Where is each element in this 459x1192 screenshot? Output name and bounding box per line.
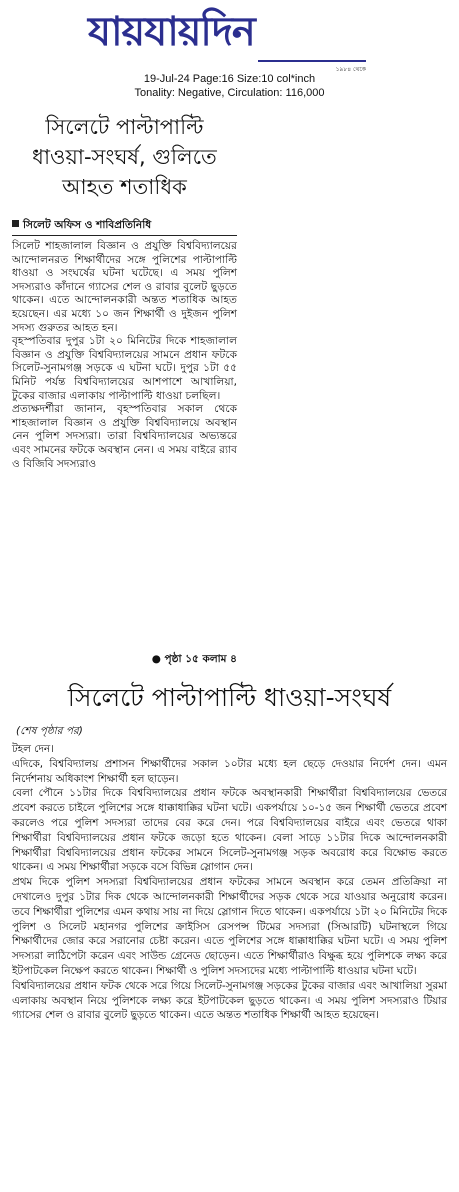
- article-body: [12, 240, 237, 471]
- newspaper-logo: যায়যায়দিন: [88, 9, 255, 55]
- continuation-body: [12, 742, 447, 1023]
- article-paragraph: প্রথম দিকে পুলিশ সদস্যরা বিশ্ববিদ্যালয়ের প্রধান ফটকের সামনে অবস্থান করে তেমন প্রতিক্রিয়া না দেখালেও দুপুর ১টার দিক থেকে আন্দোলনকারী শিক্ষার্থীদের সড়ক থেকে সরে যাওয়ার অনুরোধ করেন। তবে শিক্ষার্থীরা পুলিশের এমন কথায় সায় না দিয়ে স্লোগান দিতে থাকেন। একপর্যায়ে ১টা ২০ মিনিটের দিকে পুলিশ ও সিলেট মহানগর পুলিশের ক্রাইসিস রেসপন্স টিমের সদস্যরা (সিআরটি) ঘটনাস্থলে গিয়ে শিক্ষার্থীদের জোর করে সরানোর চেষ্টা করেন। এতে পুলিশের সঙ্গে ধাক্কাধাক্কির ঘটনা ঘটে। এ সময় পুলিশ সদস্যরা লাঠিপেটা করেন এবং সাউন্ড গ্রেনেড ছোড়েন। এতে শিক্ষার্থীরাও বিক্ষুব্ধ হয়ে পুলিশকে লক্ষ্য করে ইটপাটকেল নিক্ষেপ করতে থাকেন। শিক্ষার্থী ও পুলিশ সদস্যদের মধ্যে পাল্টাপাল্টি ধাওয়ার ঘটনা ঘটে।: [12, 876, 447, 977]
- byline-text: সিলেট অফিস ও শাবিপ্রতিনিধি: [23, 219, 152, 231]
- clipping-meta-date-size: 19-Jul-24 Page:16 Size:10 col*inch: [143, 73, 316, 85]
- article-paragraph: প্রত্যক্ষদর্শীরা জানান, বৃহস্পতিবার সকাল থেকে শাহজালাল বিজ্ঞান ও প্রযুক্তি বিশ্ববিদ্যালয়ে অবস্থান নেন পুলিশ সদস্যরা। তারা বিশ্ববিদ্যালয়ের অভ্যন্তরে এবং সামনের ফটকে অবস্থান নেন। এ সময় বাইরে র‌্যাব ও বিজিবি সদস্যরাও: [12, 403, 237, 470]
- headline-line: আহত শতাধিক: [62, 175, 187, 199]
- continued-from-note: (শেষ পৃষ্ঠার পর): [16, 725, 83, 737]
- byline-divider: [12, 235, 237, 236]
- article-paragraph: বিশ্ববিদ্যালয়ের প্রধান ফটক থেকে সরে গিয়ে সিলেট-সুনামগঞ্জ সড়কের টুকের বাজার এবং আখালিয়া সুরমা এলাকায় অবস্থান নিয়ে পুলিশকে লক্ষ্য করে ইটপাটকেল ছুড়তে থাকেন। এ সময় পুলিশ সদস্যরাও টিয়ার গ্যাসের শেল ও রাবার বুলেট ছুড়তে থাকেন। এতে অন্তত শতাধিক শিক্ষার্থী আহত হয়েছেন।: [12, 979, 447, 1022]
- newspaper-masthead: [88, 6, 370, 73]
- logo-underline: [258, 60, 366, 62]
- article-paragraph: সিলেট শাহজালাল বিজ্ঞান ও প্রযুক্তি বিশ্ববিদ্যালয়ের আন্দোলনরত শিক্ষার্থীদের সঙ্গে পুলিশের পাল্টাপাল্টি ধাওয়া ও সংঘর্ষের ঘটনা ঘটেছে। এ সময় পুলিশ সদস্যরাও কাঁদানে গ্যাসের শেল ও রাবার বুলেট ছুড়তে থাকেন। এতে আন্দোলনকারী অন্তত শতাধিক আহত হয়েছেন। এর মধ্যে ১০ জন শিক্ষার্থী ও দুইজন পুলিশ সদস্য গুরুতর আহত হন।: [12, 240, 237, 334]
- clipping-meta-tonality: Tonality: Negative, Circulation: 116,000: [134, 87, 325, 99]
- article-headline: [12, 112, 237, 202]
- headline-line: ধাওয়া-সংঘর্ষ, গুলিতে: [32, 145, 217, 169]
- square-bullet-icon: [12, 220, 19, 227]
- article-paragraph: টহল দেন।: [12, 743, 54, 755]
- continued-on-note: ● পৃষ্ঠা ১৫ কলাম ৪: [151, 653, 237, 665]
- article-paragraph: বৃহস্পতিবার দুপুর ১টা ২০ মিনিটের দিকে শাহজালাল বিজ্ঞান ও প্রযুক্তি বিশ্ববিদ্যালয়ের সামনে প্রধান ফটকে সিলেট-সুনামগঞ্জ সড়কে এ ঘটনা ঘটে। দুপুর ১টা ৫৫ মিনিট পর্যন্ত বিশ্ববিদ্যালয়ের আশপাশে আখালিয়া, টুকের বাজার এলাকায় পাল্টাপাল্টি ধাওয়া চলছিল।: [12, 335, 237, 402]
- article-paragraph: এদিকে, বিশ্ববিদ্যালয় প্রশাসন শিক্ষার্থীদের সকাল ১০টার মধ্যে হল ছেড়ে দেওয়ার নির্দেশ দেন। এমন নির্দেশনায় অধিকাংশ শিক্ষার্থী হল ছাড়েন।: [12, 757, 447, 785]
- article-clipping-front: [12, 108, 237, 670]
- continuation-headline: সিলেটে পাল্টাপাল্টি ধাওয়া-সংঘর্ষ: [67, 683, 392, 712]
- article-byline: [12, 218, 237, 233]
- logo-since-text: ১৯৮৪ থেকে: [335, 66, 366, 73]
- headline-line: সিলেটে পাল্টাপাল্টি: [45, 115, 204, 139]
- article-clipping-continuation: [12, 680, 447, 1185]
- article-paragraph: বেলা পৌনে ১১টার দিকে বিশ্ববিদ্যালয়ের প্রধান ফটকে অবস্থানকারী শিক্ষার্থীরা বিশ্ববিদ্যালয়ের ভেতরে প্রবেশ করতে চাইলে পুলিশের সঙ্গে ধাক্কাধাক্কির ঘটনা ঘটে। একপর্যায়ে ১০-১৫ জন শিক্ষার্থী ভেতরে প্রবেশ করলেও পরে পুলিশ সদস্যরা তাদের বের করে দেন। পরে বিশ্ববিদ্যালয়ের বাইরে এবং ভেতরে থাকা শিক্ষার্থীরা বিশ্ববিদ্যালয়ের প্রধান ফটকে জড়ো হতে থাকেন। বেলা সাড়ে ১১টার দিকে আন্দোলনকারী শিক্ষার্থীরা বিশ্ববিদ্যালয়ের প্রধান ফটকের সামনে সিলেট-সুনামগঞ্জ সড়ক অবরোধ করে বিক্ষোভ করতে থাকেন। এ সময় শিক্ষার্থীরা সড়কে বসে বিভিন্ন স্লোগান দেন।: [12, 787, 447, 874]
